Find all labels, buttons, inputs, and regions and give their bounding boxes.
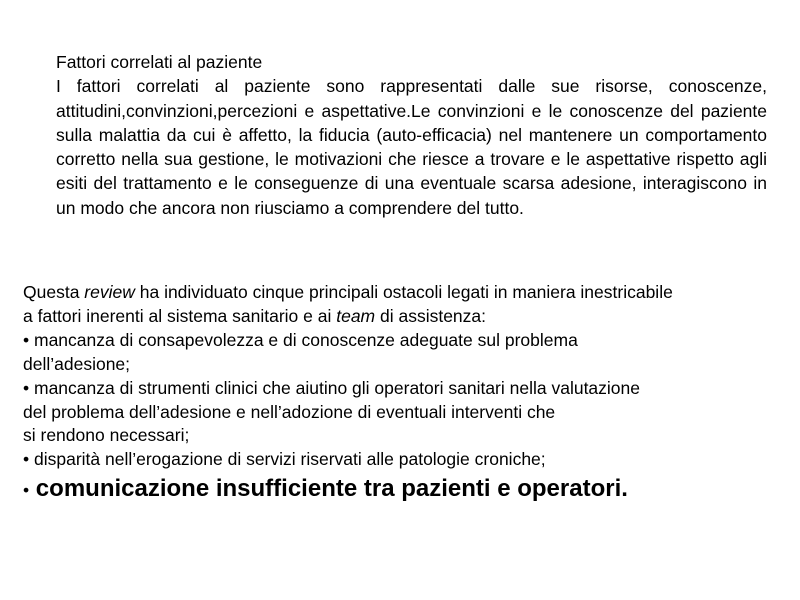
- bullet-communication: [23, 474, 783, 504]
- intro-text-start: Questa: [23, 282, 85, 302]
- bullet-tools-line-3: si rendono necessari;: [23, 425, 190, 446]
- bullet-disparity: • disparità nell’erogazione di servizi riservati alle patologie croniche;: [23, 449, 546, 470]
- bullet-marker: •: [23, 480, 30, 501]
- intro-team-word: team: [336, 305, 376, 326]
- intro-line-2: [23, 305, 783, 329]
- intro-review-word: review: [84, 282, 135, 302]
- patient-factors-section: [56, 50, 767, 220]
- bullet-tools-line-1: • mancanza di strumenti clinici che aiutino gli operatori sanitari nella valutazione: [23, 377, 641, 398]
- intro-line-1: [23, 281, 783, 305]
- bullet-tools-line-2: del problema dell’adesione e nell’adozione di eventuali interventi che: [23, 401, 556, 422]
- intro-line2-end: di assistenza:: [375, 305, 487, 326]
- patient-factors-paragraph: I fattori correlati al paziente sono rappresentati dalle sue risorse, conoscenze, attitudini,convinzioni,percezioni e aspettative.Le convinzioni e le conoscenze del paziente sulla malattia da cui è affetto, la fiducia (auto-efficacia) nel mantenere un comportamento corretto nella sua gestione, le motivazioni che riesce a trovare e le aspettative rispetto agli esiti del trattamento e le conseguenze di una eventuale scarsa adesione, interagiscono in un modo che ancora non riusciamo a comprendere del tutto.: [56, 76, 767, 218]
- bullet-awareness-line-1: • mancanza di consapevolezza e di conoscenze adeguate sul problema: [23, 329, 578, 350]
- bullet-awareness-line-2: dell’adesione;: [23, 353, 131, 374]
- intro-text-middle: ha individuato cinque principali ostacoli legati in maniera inestricabile: [134, 282, 673, 302]
- review-obstacles-section: [23, 281, 783, 504]
- intro-line2-start: a fattori inerenti al sistema sanitario e ai: [23, 305, 337, 326]
- communication-emphasis: comunicazione insufficiente tra pazienti e operatori.: [29, 475, 628, 503]
- section-heading: Fattori correlati al paziente: [56, 52, 263, 72]
